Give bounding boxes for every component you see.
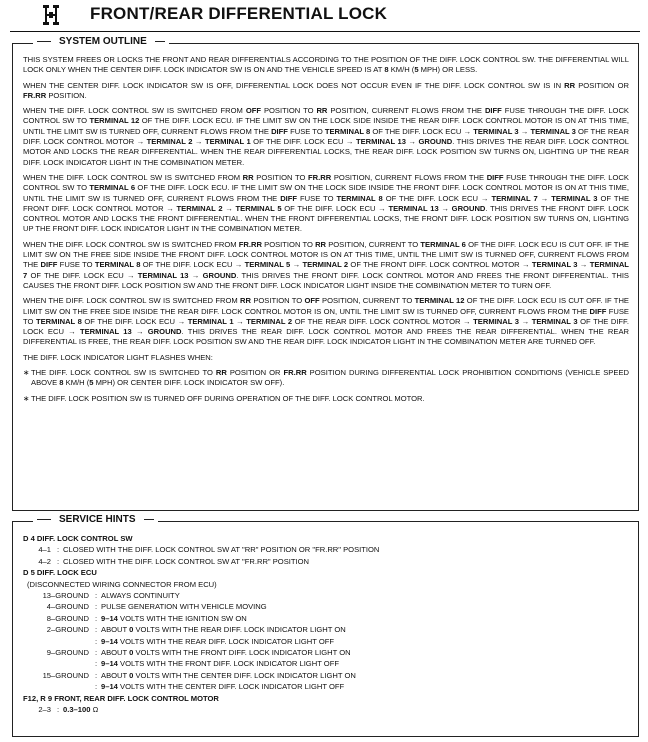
- hint-separator: :: [94, 625, 98, 635]
- hint-separator: :: [56, 556, 60, 566]
- hint-row: [23, 681, 632, 692]
- hint-terminal: [23, 636, 91, 647]
- hint-row: [23, 590, 632, 601]
- hint-terminal: 8–GROUND: [46, 613, 89, 623]
- hint-description: 9–14 VOLTS WITH THE IGNITION SW ON: [101, 613, 247, 623]
- hint-description: ABOUT 0 VOLTS WITH THE FRONT DIFF. LOCK INDICATOR LIGHT ON: [101, 648, 351, 658]
- hint-separator: :: [94, 659, 98, 669]
- asterisk-bullet: ∗: [23, 368, 30, 378]
- hint-row: [23, 556, 632, 567]
- hint-terminal: 9–GROUND: [46, 648, 89, 658]
- hint-terminal: 4–2: [38, 556, 51, 566]
- hint-row: [23, 647, 632, 658]
- d5-note: (DISCONNECTED WIRING CONNECTOR FROM ECU): [27, 579, 217, 589]
- system-outline-heading: SYSTEM OUTLINE: [33, 36, 169, 47]
- hint-separator: :: [56, 705, 60, 715]
- hint-row: [23, 601, 632, 612]
- outline-paragraph: WHEN THE DIFF. LOCK CONTROL SW IS SWITCHED FROM RR POSITION TO FR.RR POSITION, CURRENT FLOWS FROM THE DIFF FUSE THROUGH THE DIFF. LOCK CONTROL SW TO TERMINAL 6 OF THE DIFF. LOCK ECU. IF THE LIMIT SW ON THE LOCK SIDE INSIDE THE FRONT DIFF. LOCK CONTROL MOTOR IS ON AT THIS TIME, UNTIL THE LIMIT SW IS TURNED OFF, CURRENT FLOWS FROM THE DIFF FUSE TO TERMINAL 8 OF THE DIFF. LOCK ECU → TERMINAL 7 → TERMINAL 3 OF THE FRONT DIFF. LOCK CONTROL MOTOR → TERMINAL 2 → TERMINAL 5 OF THE DIFF. LOCK ECU → TERMINAL 13 → GROUND. THIS DRIVES THE FRONT DIFF. LOCK CONTROL MOTOR AND LOCKS THE FRONT DIFFERENTIAL. WHEN THE FRONT DIFFERENTIAL LOCKS, THE FRONT DIFF. LOCK POSITION SW TURNS ON, LIGHTING UP THE FRONT DIFF. LOCK INDICATOR LIGHT IN THE COMBINATION METER.: [23, 172, 630, 234]
- hint-separator: :: [94, 602, 98, 612]
- d4-rows: [23, 544, 632, 567]
- f12-rows: [23, 704, 632, 715]
- system-outline-section: [12, 36, 639, 511]
- hint-description: ABOUT 0 VOLTS WITH THE REAR DIFF. LOCK INDICATOR LIGHT ON: [101, 625, 346, 635]
- hint-description: 9–14 VOLTS WITH THE REAR DIFF. LOCK INDICATOR LIGHT OFF: [101, 636, 335, 646]
- hint-separator: :: [56, 545, 60, 555]
- asterisk-bullet: ∗: [23, 393, 30, 403]
- hint-terminal: 4–1: [38, 545, 51, 555]
- service-hints-heading: SERVICE HINTS: [33, 514, 158, 525]
- hint-row: [23, 636, 632, 647]
- hint-terminal: 4–GROUND: [46, 602, 89, 612]
- hint-description: ABOUT 0 VOLTS WITH THE CENTER DIFF. LOCK INDICATOR LIGHT ON: [101, 670, 356, 680]
- hint-terminal: [23, 681, 91, 692]
- hint-separator: :: [94, 636, 98, 646]
- hint-separator: :: [94, 648, 98, 658]
- diff-lock-symbol-icon: [40, 4, 62, 26]
- hint-separator: :: [94, 682, 98, 692]
- outline-paragraph: WHEN THE DIFF. LOCK CONTROL SW IS SWITCHED FROM OFF POSITION TO RR POSITION, CURRENT FLOWS FROM THE DIFF FUSE THROUGH THE DIFF. LOCK CONTROL SW TO TERMINAL 12 OF THE DIFF. LOCK ECU. IF THE LIMIT SW ON THE LOCK SIDE INSIDE THE REAR DIFF. LOCK CONTROL MOTOR IS ON AT THIS TIME, UNTIL THE LIMIT SW IS TURNED OFF, CURRENT FLOWS FROM THE DIFF FUSE TO TERMINAL 8 OF THE DIFF. LOCK ECU → TERMINAL 3 → TERMINAL 3 OF THE REAR DIFF. LOCK CONTROL MOTOR → TERMINAL 2 → TERMINAL 1 OF THE DIFF. LOCK ECU → TERMINAL 13 → GROUND. THIS DRIVES THE REAR DIFF. LOCK CONTROL MOTOR AND LOCKS THE REAR DIFFERENTIAL. WHEN THE REAR DIFFERENTIAL LOCKS, THE REAR DIFF. LOCK POSITION SW TURNS ON, LIGHTING UP THE REAR DIFF. LOCK INDICATOR LIGHT IN THE COMBINATION METER.: [23, 106, 629, 167]
- hint-description: 9–14 VOLTS WITH THE FRONT DIFF. LOCK INDICATOR LIGHT OFF: [101, 659, 339, 669]
- hint-description: ALWAYS CONTINUITY: [101, 591, 180, 601]
- hint-row: [23, 613, 632, 624]
- hint-description: CLOSED WITH THE DIFF. LOCK CONTROL SW AT "FR.RR" POSITION: [63, 556, 310, 566]
- hint-description: CLOSED WITH THE DIFF. LOCK CONTROL SW AT "RR" POSITION OR "FR.RR" POSITION: [63, 545, 380, 555]
- component-title-d4: D 4 DIFF. LOCK CONTROL SW: [23, 534, 133, 543]
- hint-separator: :: [94, 613, 98, 623]
- hint-separator: :: [94, 670, 98, 680]
- hint-terminal: 15–GROUND: [42, 670, 89, 680]
- page-title: FRONT/REAR DIFFERENTIAL LOCK: [90, 4, 388, 23]
- component-title-d5: D 5 DIFF. LOCK ECU: [23, 568, 97, 578]
- outline-paragraph: THE DIFF. LOCK INDICATOR LIGHT FLASHES WHEN:: [23, 352, 213, 362]
- flash-condition-text: THE DIFF. LOCK POSITION SW IS TURNED OFF DURING OPERATION OF THE DIFF. LOCK CONTROL MOTOR.: [31, 393, 425, 403]
- hint-terminal: 13–GROUND: [42, 591, 89, 601]
- hint-row: [23, 624, 632, 635]
- service-hints-text: [23, 533, 632, 716]
- hint-row: [23, 704, 632, 715]
- component-title-f12: F12, R 9 FRONT, REAR DIFF. LOCK CONTROL MOTOR: [23, 693, 219, 703]
- service-hints-section: [12, 514, 639, 737]
- header: [40, 2, 62, 28]
- hint-description: PULSE GENERATION WITH VEHICLE MOVING: [101, 602, 267, 612]
- hint-terminal: 2–GROUND: [46, 625, 89, 635]
- hint-row: [23, 544, 632, 555]
- flash-condition-item: [23, 394, 629, 404]
- system-outline-text: [23, 55, 629, 409]
- hint-terminal: [23, 658, 91, 669]
- flash-condition-item: [23, 368, 629, 389]
- hint-terminal: 2–3: [38, 705, 51, 715]
- outline-paragraph: WHEN THE DIFF. LOCK CONTROL SW IS SWITCHED FROM FR.RR POSITION TO RR POSITION, CURRENT TO TERMINAL 6 OF THE DIFF. LOCK ECU IS CUT OFF. IF THE LIMIT SW ON THE FREE SIDE INSIDE THE FRONT DIFF. LOCK CONTROL MOTOR IS ON AT THIS TIME, UNTIL THE LIMIT SW IS TURNED OFF, CURRENT FLOWS FROM THE DIFF FUSE TO TERMINAL 8 OF THE DIFF. LOCK ECU → TERMINAL 5 → TERMINAL 2 OF THE FRONT DIFF. LOCK CONTROL MOTOR → TERMINAL 3 → TERMINAL 7 OF THE DIFF. LOCK ECU → TERMINAL 13 → GROUND. THIS DRIVES THE FRONT DIFF. LOCK CONTROL MOTOR AND FREES THE FRONT DIFFERENTIAL. THIS CAUSES THE FRONT DIFF. LOCK POSITION SW AND THE FRONT DIFF. LOCK INDICATOR LIGHT INSIDE THE COMBINATION METER TO TURN OFF.: [23, 239, 629, 290]
- hint-description: 9–14 VOLTS WITH THE CENTER DIFF. LOCK INDICATOR LIGHT OFF: [101, 682, 345, 692]
- hint-row: [23, 658, 632, 669]
- outline-paragraph: WHEN THE CENTER DIFF. LOCK INDICATOR SW IS OFF, DIFFERENTIAL LOCK DOES NOT OCCUR EVEN IF THE DIFF. LOCK CONTROL SW IS IN RR POSITION OR FR.RR POSITION.: [23, 80, 629, 100]
- hint-row: [23, 670, 632, 681]
- title-rule: [10, 31, 640, 32]
- hint-description: 0.3–100 Ω: [63, 705, 99, 715]
- outline-paragraph: THIS SYSTEM FREES OR LOCKS THE FRONT AND REAR DIFFERENTIALS ACCORDING TO THE POSITION OF THE DIFF. LOCK CONTROL SW. THE DIFFERENTIAL WILL LOCK ONLY WHEN THE CENTER DIFF. LOCK INDICATOR SW IS ON AND THE VEHICLE SPEED IS AT 8 KM/H (5 MPH) OR LESS.: [23, 55, 629, 75]
- flash-condition-text: THE DIFF. LOCK CONTROL SW IS SWITCHED TO RR POSITION OR FR.RR POSITION DURING DIFFERENTIAL LOCK PROHIBITION CONDITIONS (VEHICLE SPEED ABOVE 8 KM/H (5 MPH) OR CENTER DIFF. LOCK INDICATOR SW OFF).: [31, 368, 629, 388]
- outline-paragraph: WHEN THE DIFF. LOCK CONTROL SW IS SWITCHED FROM RR POSITION TO OFF POSITION, CURRENT TO TERMINAL 12 OF THE DIFF. LOCK ECU IS CUT OFF. IF THE LIMIT SW ON THE FREE SIDE INSIDE THE REAR DIFF. LOCK CONTROL MOTOR IS ON, UNTIL THE LIMIT SW IS TURNED OFF, CURRENT FLOWS FROM THE DIFF FUSE TO TERMINAL 8 OF THE DIFF. LOCK ECU → TERMINAL 1 → TERMINAL 2 OF THE REAR DIFF. LOCK CONTROL MOTOR → TERMINAL 3 → TERMINAL 3 OF THE DIFF. LOCK ECU → TERMINAL 13 → GROUND. THIS DRIVES THE REAR DIFF. LOCK CONTROL MOTOR AND FREES THE REAR DIFFERENTIAL. WHEN THE REAR DIFFERENTIAL IS FREE, THE REAR DIFF. LOCK POSITION SW AND THE REAR DIFF. LOCK INDICATOR LIGHT IN THE COMBINATION METER ARE TURNED OFF.: [23, 296, 629, 347]
- hint-separator: :: [94, 591, 98, 601]
- d5-rows: [23, 590, 632, 693]
